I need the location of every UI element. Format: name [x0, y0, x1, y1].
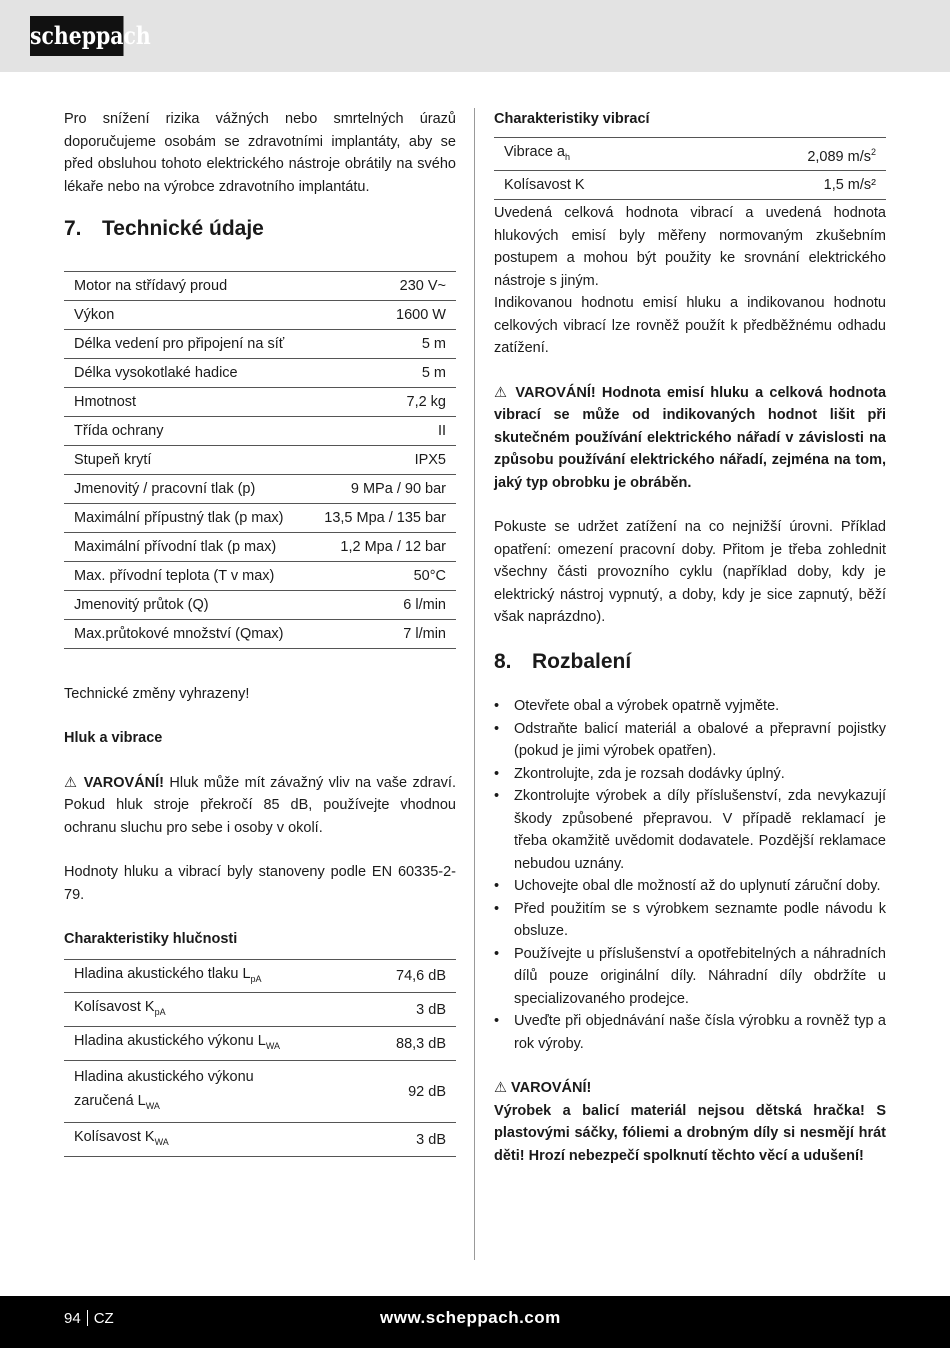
section-7-heading [64, 218, 456, 241]
section-title: Technické údaje [102, 217, 264, 240]
noise-subscript: WA [265, 1041, 281, 1052]
noise-label: Hladina akustického výkonu L [74, 1033, 266, 1050]
language-code: CZ [93, 1310, 114, 1327]
noise-value: 88,3 dB [294, 1027, 456, 1061]
noise-subscript: WA [154, 1136, 169, 1147]
noise-table [64, 959, 456, 1157]
spec-value: 7,2 kg [306, 387, 456, 416]
spec-value: 1,2 Mpa / 12 bar [306, 532, 456, 561]
scheppach-logo: scheppach [30, 16, 124, 56]
warning-text: VAROVÁNÍ! Hodnota emisí hluku a celková hodnota vibrací se může od indikovaných hodnot lišit při skutečném používání elektrického nářadí v závislosti na způsobu používání elektrického nářadí, zejména na tom, jaký typ obrobku je obráběn. [494, 384, 887, 491]
left-column [64, 108, 456, 1157]
page-indicator [64, 1310, 114, 1327]
list-item: • Zkontrolujte výrobek a díly příslušenství, zda nevykazují škody způsobené přepravou. V případě reklamací je třeba okamžitě uvědomit dodavatele. Pozdější reklamace nebudou uznány. [494, 785, 886, 875]
list-item: • Uchovejte obal dle možností až do uplynutí záruční doby. [494, 875, 886, 898]
spec-label: Max. přívodní teplota (T v max) [64, 561, 306, 590]
table-row [494, 171, 886, 200]
spec-label: Délka vysokotlaké hadice [64, 358, 306, 387]
vibration-table [494, 137, 886, 201]
right-column [494, 108, 886, 1167]
table-row [64, 1123, 456, 1157]
list-item: • Otevřete obal a výrobek opatrně vyjměte. [494, 695, 886, 718]
table-row [64, 329, 456, 358]
spec-label: Délka vedení pro připojení na síť [64, 329, 306, 358]
table-row [64, 619, 456, 648]
noise-standard-note: Hodnoty hluku a vibrací byly stanoveny podle EN 60335-2-79. [64, 864, 456, 903]
table-row [64, 532, 456, 561]
section-8-heading [494, 651, 886, 674]
list-item: • Před použitím se s výrobkem seznamte podle návodu k obsluze. [494, 898, 886, 943]
vibration-label: Kolísavost K [504, 177, 585, 194]
section-title: Rozbalení [532, 649, 632, 673]
spec-value: 5 m [306, 329, 456, 358]
vibration-value: 1,5 m/s² [823, 177, 876, 194]
noise-value: 3 dB [294, 993, 456, 1027]
vibration-heading: Charakteristiky vibrací [494, 111, 650, 127]
spec-value: 5 m [306, 358, 456, 387]
spec-label: Jmenovitý průtok (Q) [64, 590, 306, 619]
vibration-value-cell [702, 171, 886, 200]
unpacking-list [494, 695, 886, 1055]
vibration-warning [494, 382, 886, 495]
vibration-value: 2,089 m/s [807, 148, 871, 165]
spec-label: Maximální přívodní tlak (p max) [64, 532, 306, 561]
separator [87, 1310, 88, 1326]
noise-subscript: pA [154, 1007, 166, 1018]
spec-label: Motor na střídavý proud [64, 271, 306, 300]
final-warning-heading [494, 1077, 886, 1100]
table-row [64, 358, 456, 387]
list-item: • Používejte u příslušenství a opotřebitelných a náhradních dílů pouze originální díly. Náhradní díly obdržíte u specializovaného prodejce. [494, 943, 886, 1011]
noise-table-heading: Charakteristiky hlučnosti [64, 931, 238, 947]
tech-data-table [64, 271, 456, 649]
noise-label: Hladina akustického výkonu zaručená L [74, 1069, 254, 1110]
spec-label: Třída ochrany [64, 416, 306, 445]
spec-value: 9 MPa / 90 bar [306, 474, 456, 503]
table-row [64, 474, 456, 503]
spec-label: Hmotnost [64, 387, 306, 416]
noise-value: 3 dB [294, 1123, 456, 1157]
tech-changes-note: Technické změny vyhrazeny! [64, 685, 250, 702]
vibration-value-cell [702, 137, 886, 171]
vibration-subscript: h [565, 151, 571, 162]
website-url[interactable]: www.scheppach.com [380, 1308, 561, 1327]
table-row [64, 959, 456, 993]
noise-heading: Hluk a vibrace [64, 730, 163, 746]
footer [0, 1296, 950, 1348]
table-row [64, 416, 456, 445]
section-number: 7. [64, 217, 82, 240]
noise-label-cell [64, 1027, 294, 1061]
table-row [64, 503, 456, 532]
vibration-label: Vibrace a [504, 143, 565, 160]
noise-label-cell [64, 1123, 294, 1157]
warning-icon: ⚠ [494, 384, 510, 401]
spec-value: 1600 W [306, 300, 456, 329]
spec-value: 13,5 Mpa / 135 bar [306, 503, 456, 532]
table-row [64, 271, 456, 300]
spec-value: 6 l/min [306, 590, 456, 619]
table-row [64, 387, 456, 416]
final-warning-text: Výrobek a balicí materiál nejsou dětská hračka! S plastovými sáčky, fóliemi a drobným díly si nesmějí hrát děti! Hrozí nebezpečí spolknutí těchto věcí a udušení! [494, 1102, 886, 1164]
implant-notice: Pro snížení rizika vážných nebo smrtelných úrazů doporučujeme osobám se zdravotními implantáty, aby se před obsluhou tohoto elektrického nástroje obrátily na svého lékaře nebo na výrobce zdravotního implantátu. [64, 111, 456, 195]
list-item: • Uveďte při objednávání naše čísla výrobku a rovněž typ a rok výroby. [494, 1010, 886, 1055]
spec-label: Stupeň krytí [64, 445, 306, 474]
table-row [64, 1027, 456, 1061]
table-row [64, 561, 456, 590]
list-item: • Odstraňte balicí materiál a obalové a přepravní pojistky (pokud je jimi výrobek opatřen). [494, 718, 886, 763]
spec-label: Jmenovitý / pracovní tlak (p) [64, 474, 306, 503]
noise-label: Kolísavost K [74, 999, 155, 1016]
noise-value: 74,6 dB [294, 959, 456, 993]
spec-value: 7 l/min [306, 619, 456, 648]
table-row [494, 137, 886, 171]
warning-label: VAROVÁNÍ! [511, 1080, 592, 1097]
warning-icon: ⚠ [64, 774, 79, 791]
noise-label-cell [64, 993, 294, 1027]
column-divider [474, 108, 475, 1260]
page-number: 94 [64, 1310, 81, 1327]
noise-subscript: WA [145, 1101, 160, 1112]
spec-value: 230 V~ [306, 271, 456, 300]
noise-subscript: pA [250, 973, 262, 984]
table-row [64, 300, 456, 329]
vibration-superscript: 2 [870, 146, 876, 157]
table-row [64, 1061, 456, 1123]
noise-warning [64, 772, 456, 840]
noise-label: Hladina akustického tlaku L [74, 965, 251, 982]
vibration-label-cell [494, 171, 702, 200]
noise-label: Kolísavost K [74, 1129, 155, 1146]
vibration-paragraph-1: Uvedená celková hodnota vibrací a uvedená hodnota hlukových emisí byly měřeny normovaným zkušebním postupem a mohou být použity ke srovnání elektrického nástroje s jiným. [494, 205, 886, 289]
table-row [64, 445, 456, 474]
spec-value: 50°C [306, 561, 456, 590]
spec-label: Max.průtokové množství (Qmax) [64, 619, 306, 648]
noise-label-cell [64, 959, 294, 993]
warning-text: Hluk může mít závažný vliv na vaše zdraví. Pokud hluk stroje překročí 85 dB, používejte vhodnou ochranu sluchu pro sebe i osoby v okolí. [64, 774, 456, 836]
header-band [0, 0, 950, 72]
spec-value: IPX5 [306, 445, 456, 474]
section-number: 8. [494, 649, 512, 673]
spec-label: Maximální přípustný tlak (p max) [64, 503, 306, 532]
table-row [64, 993, 456, 1027]
list-item: • Zkontrolujte, zda je rozsah dodávky úplný. [494, 763, 886, 786]
warning-icon: ⚠ [494, 1080, 507, 1097]
spec-label: Výkon [64, 300, 306, 329]
noise-value: 92 dB [294, 1061, 456, 1123]
table-row [64, 590, 456, 619]
vibration-label-cell [494, 137, 702, 171]
warning-label: VAROVÁNÍ! [83, 774, 165, 791]
noise-label-cell [64, 1061, 294, 1123]
vibration-paragraph-2: Indikovanou hodnotu emisí hluku a indikovanou hodnotu celkových vibrací lze rovněž použít k předběžnému odhadu zatížení. [494, 295, 886, 357]
load-paragraph: Pokuste se udržet zatížení na co nejnižší úrovni. Příklad opatření: omezení pracovní doby. Přitom je třeba zohlednit všechny části provozního cyklu (například doby, kdy je elektrický nástroj vypnutý, a doby, kdy je sice zapnutý, běží však naprázdno). [494, 519, 886, 626]
spec-value: II [306, 416, 456, 445]
